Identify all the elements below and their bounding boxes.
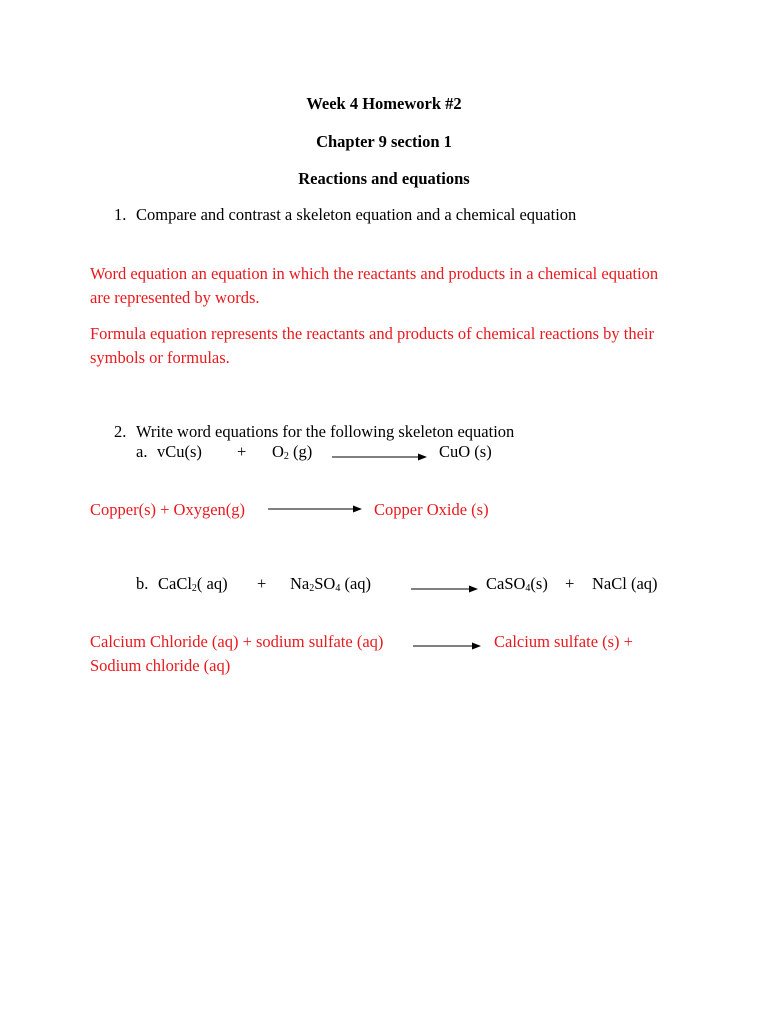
cacl-subscript: 2 (191, 583, 197, 594)
caso-subscript: 4 (525, 583, 531, 594)
answer-a-reactants: Copper(s) + Oxygen(g) (90, 500, 246, 519)
o-subscript: 2 (283, 451, 289, 462)
title-week: Week 4 Homework #2 (306, 94, 462, 113)
na2so4-state: (aq) (340, 574, 372, 593)
equation-a-reactant-cu: vCu(s) (157, 442, 202, 461)
equation-b-plus-1: + (257, 574, 267, 593)
equation-a-label: a. (136, 442, 148, 461)
equation-b-reactant-cacl2 (158, 574, 228, 594)
answer-1-formula-equation: Formula equation represents the reactants and products of chemical reactions by their symbols or formulas. (90, 324, 655, 367)
question-2-text: Write word equations for the following skeleton equation (136, 422, 515, 441)
so-symbol: SO (314, 574, 336, 593)
question-1-number: 1. (114, 205, 127, 224)
answer-b-products-continued: Sodium chloride (aq) (90, 656, 231, 675)
answer-a-arrow-icon (268, 504, 362, 514)
so-subscript: 4 (335, 583, 341, 594)
o-symbol: O (272, 442, 284, 461)
caso4-state: (s) (530, 574, 548, 593)
answer-a-product: Copper Oxide (s) (374, 500, 489, 519)
answer-b-arrow-icon (413, 641, 481, 651)
equation-a-reactant-o2 (272, 442, 312, 462)
question-1-text: Compare and contrast a skeleton equation and a chemical equation (136, 205, 577, 224)
o-state: (g) (288, 442, 313, 461)
equation-b-label: b. (136, 574, 149, 593)
equation-a-product: CuO (s) (439, 442, 492, 461)
equation-b-plus-2: + (565, 574, 575, 593)
question-2-number: 2. (114, 422, 127, 441)
title-topic: Reactions and equations (298, 169, 470, 188)
na-subscript: 2 (309, 583, 315, 594)
equation-b-reactant-na2so4 (290, 574, 371, 594)
answer-b-products: Calcium sulfate (s) + (494, 632, 633, 651)
answer-1-word-equation: Word equation an equation in which the reactants and products in a chemical equation are represented by words. (90, 264, 659, 307)
answer-b-reactants: Calcium Chloride (aq) + sodium sulfate (aq) (90, 632, 384, 651)
caso-symbol: CaSO (486, 574, 526, 593)
equation-b-product-caso4 (486, 574, 548, 594)
cacl-symbol: CaCl (158, 574, 192, 593)
na-symbol: Na (290, 574, 310, 593)
cacl-state: ( aq) (196, 574, 228, 593)
title-chapter: Chapter 9 section 1 (316, 132, 452, 151)
equation-a-plus: + (237, 442, 247, 461)
equation-b-product-nacl: NaCl (aq) (592, 574, 658, 593)
equation-a-arrow-icon (332, 452, 427, 462)
equation-b-arrow-icon (411, 584, 478, 594)
